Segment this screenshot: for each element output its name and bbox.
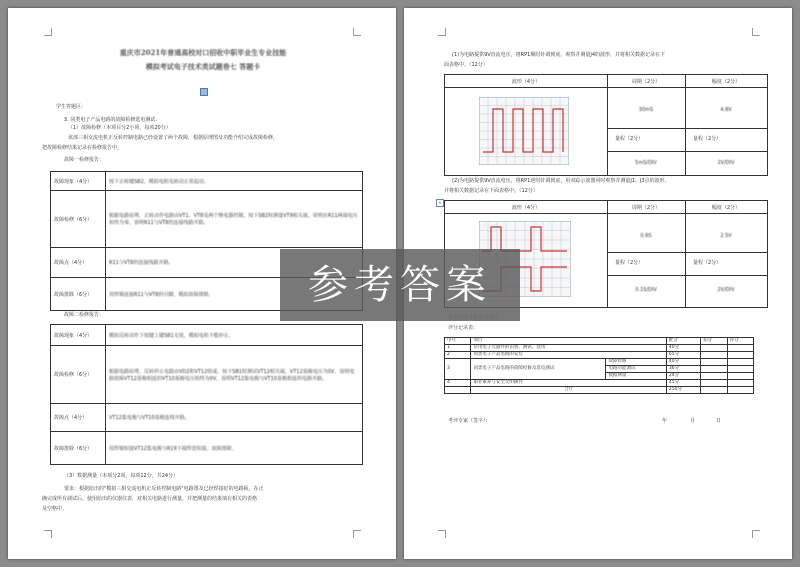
row-label: 故障检修（6分） [51, 191, 106, 248]
question-3-2-req-line3: 及空格中。 [42, 506, 68, 512]
measure-1-instruction-line2: 面表格中。（12分） [444, 62, 488, 68]
fault-point-answer: R11与VT8的连接线路开路。 [106, 248, 363, 278]
fault-report-2-table [50, 324, 363, 465]
measure-1-instruction-line1: (1)为电路提供9V直流电压，将RP1顺时针调到底，观察并测量J4的波形，并将相关数据记录在下 [452, 52, 666, 58]
score-header-deduct: 扣分 [701, 338, 727, 345]
table-row [445, 387, 754, 394]
document-title-line1: 重庆市2021年普通高校对口招收中职毕业生专业技能 [119, 48, 287, 57]
date-month-label: 月 [690, 418, 696, 424]
fault-point-answer: VT12集电极与VT10基极连线开路。 [106, 404, 363, 432]
score-header-item: 项目 [471, 338, 666, 345]
time-division-value: 0.1S/DIV [635, 287, 657, 293]
question-3-2: （3）数据测量（本项分2项，每项12分，共24分） [64, 473, 179, 479]
waveform-header: 波形（4分） [511, 205, 541, 211]
row-label: 故障现象（4分） [51, 325, 106, 346]
amplitude-header: 幅度（2分） [711, 205, 741, 211]
score-score [727, 380, 754, 387]
score-deduct [701, 366, 727, 373]
score-subitem: 数据测量 [606, 373, 666, 380]
amplitude-value: 4.8V [720, 107, 732, 113]
question-3-2-req-line2: 确完成所有调试后，使用给出的仪器仪表，对相关电路进行测量，并把测量的结果填在相关的表格 [42, 496, 258, 502]
measure-2-instruction-line2: 并将相关数据记录在下面表格中。（12分） [444, 188, 538, 194]
score-item: 同类电子产品电路的安装 [471, 352, 666, 359]
question-3-intro-line1: 该部三相交流电机正反转控制电路已经设置了两个故障，根据原理图及功能介绍完成故障检修， [68, 135, 279, 141]
amplitude-value: 2.5V [720, 233, 732, 239]
score-total-points: 250分 [666, 387, 700, 394]
score-points: 65分 [666, 352, 700, 359]
examiner-signature-label: 考评专家（签字）： [448, 418, 491, 424]
fault-analysis-answer: 根据电路原理，反转停止电路由VD2和VT12组成。按下SB1时测试VT12相关端，VT12基极电压为0V，说明电路故障VT12基极相连的VT10基极电压始终为0V，说明VT12集电极与VT10基极相连的电路开路。 [106, 346, 363, 404]
row-label: 故障排除（6分） [51, 432, 106, 465]
score-header-index: 序号 [445, 338, 471, 345]
score-item: 职业素养与安全文明操作 [471, 380, 666, 387]
gear-label: 量程（2分） [615, 136, 644, 142]
score-score [727, 359, 754, 366]
waveform-table-1 [444, 74, 768, 176]
period-header: 周期（2分） [631, 205, 661, 211]
row-label: 故障排除（6分） [51, 278, 106, 311]
score-deduct [701, 387, 727, 394]
score-index [445, 387, 471, 394]
table-row [445, 345, 754, 352]
fault-symptom-answer: 模拟反转动作下按键上键SB1无效，模拟电机不能停止。 [106, 325, 363, 346]
question-3-2-req-line1: 要求：根据给出的"模拟三相交流电机正反转控制电路"电路图及已经焊接好的电路板，在正 [64, 486, 264, 492]
score-points: 40分 [666, 359, 700, 366]
fault-report-2-title: 故障二检修报告： [64, 312, 105, 318]
gear-label: 量程（2分） [693, 260, 722, 266]
score-deduct [701, 359, 727, 366]
page-corner-mark [44, 28, 52, 36]
student-area-label: 学生答题区： [56, 104, 87, 110]
fault-symptom-answer: 按下正转键SB2，模拟电机电转动正常起动。 [106, 172, 363, 191]
score-deduct [701, 345, 727, 352]
score-score [727, 352, 754, 359]
page-corner-mark [44, 530, 52, 538]
row-label: 故障现象（4分） [51, 172, 106, 191]
question-3-1: （1）故障检修（本项目分2小项，每项20分） [68, 125, 171, 131]
page-corner-mark [353, 530, 361, 538]
volt-division-value: 2V/DIV [717, 287, 735, 293]
date-year-label: 年 [662, 418, 668, 424]
amplitude-header: 幅度（2分） [711, 79, 741, 85]
score-total-label: 合计 [471, 387, 666, 394]
fault-fix-answer: 用焊锡连接R11与VT8的引脚，模拟故障排除。 [106, 278, 363, 311]
score-deduct [701, 380, 727, 387]
row-label: 故障点（4分） [51, 248, 106, 278]
score-points: 36分 [666, 366, 700, 373]
score-score [727, 345, 754, 352]
measure-2-instruction-line1: (2)为电路提供9V直流电压，将RP1逆时针调到底，用双踪示波器同时观察并测量J1、J3点的波形， [452, 178, 670, 184]
score-subitem: 电路功能调试 [606, 366, 666, 373]
text-cursor-marker [200, 88, 208, 96]
score-record-table [444, 337, 754, 394]
time-division-value: 5mS/DIV [635, 160, 657, 166]
period-value: 0.6S [640, 233, 652, 239]
score-header-score: 得分 [727, 338, 754, 345]
score-score [727, 387, 754, 394]
score-points: 24分 [666, 373, 700, 380]
period-header: 周期（2分） [631, 79, 661, 85]
score-subitem: 故障检修 [606, 359, 666, 366]
table-move-handle[interactable]: + [437, 200, 443, 206]
row-label: 故障点（4分） [51, 404, 106, 432]
score-item: 同类电子产品电路的故障检修及选电测试 [471, 359, 606, 380]
score-points: 45分 [666, 380, 700, 387]
table-row [445, 380, 754, 387]
page-corner-mark [752, 28, 760, 36]
period-value: 30mS [638, 107, 654, 113]
page-corner-mark [438, 530, 446, 538]
row-label: 故障检修（6分） [51, 346, 106, 404]
score-score [727, 366, 754, 373]
score-header-points: 配分 [666, 338, 700, 345]
reference-answer-banner: 参考答案 [280, 249, 520, 321]
score-points: 40分 [666, 345, 700, 352]
question-3-intro-line2: 把故障检修结果记录在检修报告中。 [42, 145, 123, 151]
score-index: 4 [445, 380, 471, 387]
table-row [445, 352, 754, 359]
fault-report-1-title: 故障一检修报告： [64, 157, 105, 163]
page-corner-mark [438, 28, 446, 36]
question-3: 3. 同类电子产品电路的故障检修选电测试. [64, 117, 157, 123]
score-deduct [701, 352, 727, 359]
fault-analysis-answer: 根据电路原理，正转动作电路由VT1、VT8及两个继电器控制。按下SB2时测量VT9相关端，说明在R11两端电压始终为零，说明R11与VT8的连接线路开路。 [106, 191, 363, 248]
score-score [727, 373, 754, 380]
fault-fix-answer: 用焊锡短接VT12集电极与R19下端焊盘短接，故障排除。 [106, 432, 363, 465]
waveform-cell [445, 75, 608, 175]
score-index: 2 [445, 352, 471, 359]
score-index: 3 [445, 359, 471, 380]
table-row [445, 359, 754, 366]
date-day-label: 日 [716, 418, 722, 424]
volt-division-value: 2V/DIV [717, 160, 735, 166]
score-item: 常用电子元器件的识别、测试、选用 [471, 345, 666, 352]
page-corner-mark [353, 28, 361, 36]
page-corner-mark [752, 530, 760, 538]
gear-label: 量程（2分） [693, 136, 722, 142]
score-deduct [701, 373, 727, 380]
gear-label: 量程（2分） [615, 260, 644, 266]
waveform-header: 波形（4分） [511, 79, 541, 85]
score-table-title: 评分记录表： [448, 325, 479, 331]
score-index: 1 [445, 345, 471, 352]
oscilloscope-waveform-j4 [479, 97, 569, 165]
document-title-line2: 模拟考试电子技术类试题卷七 答题卡 [145, 62, 261, 71]
